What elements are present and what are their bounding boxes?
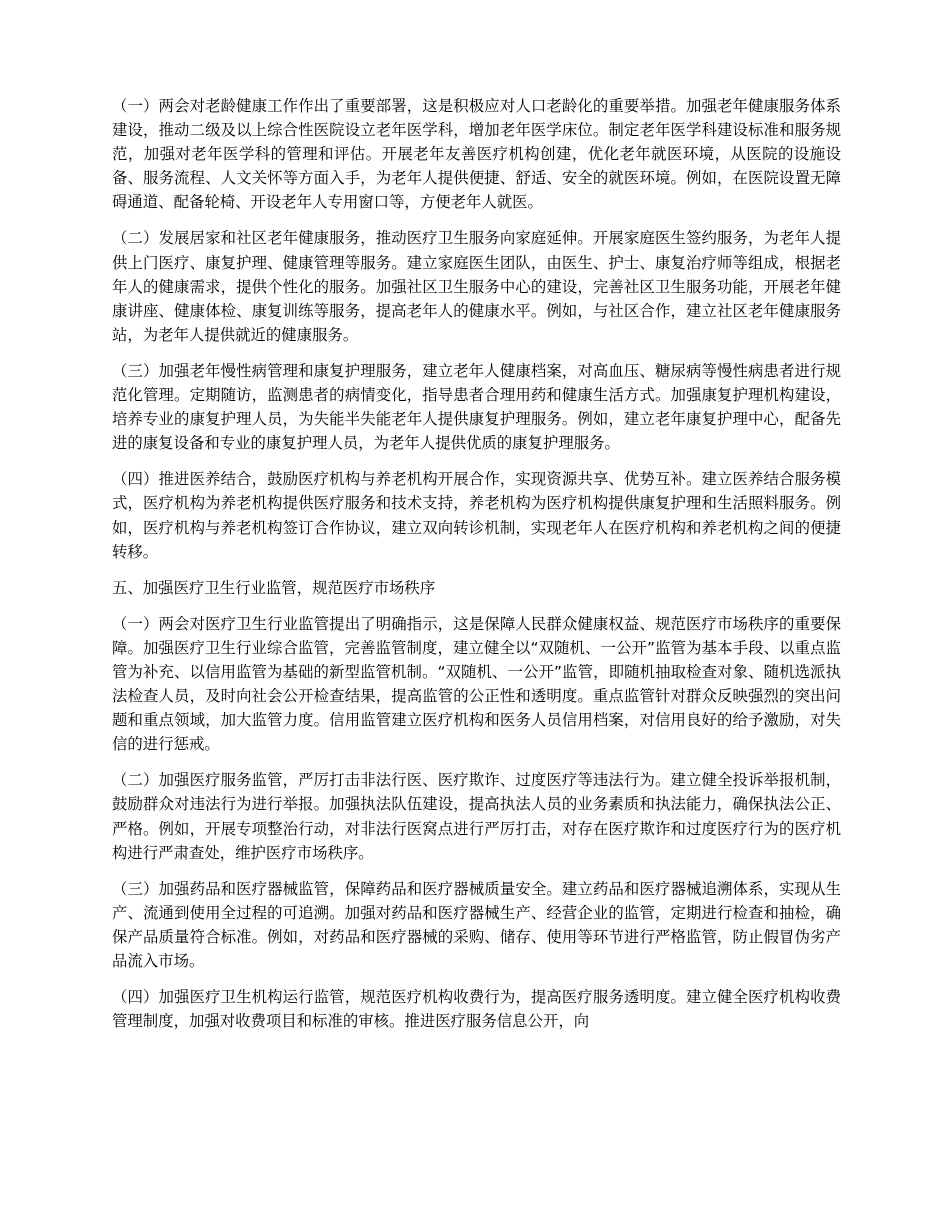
paragraph-industry-supervision-directive: （一）两会对医疗卫生行业监管提出了明确指示，这是保障人民群众健康权益、规范医疗市场秩序的重要保障。加强医疗卫生行业综合监管，完善监管制度，建立健全以“双随机、一公开”监管为基本手段、以重点监管为补充、以信用监管为基础的新型监管机制。“双随机、一公开”监管，即随机抽取检查对象、随机选派执法检查人员，及时向社会公开检查结果，提高监管的公正性和透明度。重点监管针对群众反映强烈的突出问题和重点领域，加大监管力度。信用监管建立医疗机构和医务人员信用档案，对信用良好的给予激励，对失信的进行惩戒。 xyxy=(112,614,841,754)
paragraph-home-community-elderly-services: （二）发展居家和社区老年健康服务，推动医疗卫生服务向家庭延伸。开展家庭医生签约服务，为老年人提供上门医疗、康复护理、健康管理等服务。建立家庭医生团队，由医生、护士、康复治疗师等组成，根据老年人的健康需求，提供个性化的服务。加强社区卫生服务中心的建设，完善社区卫生服务功能，开展老年健康讲座、健康体检、康复训练等服务，提高老年人的健康水平。例如，与社区合作，建立社区老年健康服务站，为老年人提供就近的健康服务。 xyxy=(112,229,841,344)
paragraph-medical-elderly-care-integration: （四）推进医养结合，鼓励医疗机构与养老机构开展合作，实现资源共享、优势互补。建立医养结合服务模式，医疗机构为养老机构提供医疗服务和技术支持，养老机构为医疗机构提供康复护理和生活照料服务。例如，医疗机构与养老机构签订合作协议，建立双向转诊机制，实现老年人在医疗机构和养老机构之间的便捷转移。 xyxy=(112,470,841,561)
paragraph-drug-device-supervision: （三）加强药品和医疗器械监管，保障药品和医疗器械质量安全。建立药品和医疗器械追溯体系，实现从生产、流通到使用全过程的可追溯。加强对药品和医疗器械生产、经营企业的监管，定期进行检查和抽检，确保产品质量符合标准。例如，对药品和医疗器械的采购、储存、使用等环节进行严格监管，防止假冒伪劣产品流入市场。 xyxy=(112,879,841,970)
document-text-body xyxy=(112,94,841,1033)
paragraph-aging-health-deployment: （一）两会对老龄健康工作作出了重要部署，这是积极应对人口老龄化的重要举措。加强老年健康服务体系建设，推动二级及以上综合性医院设立老年医学科，增加老年医学床位。制定老年医学科建设标准和服务规范，加强对老年医学科的管理和评估。开展老年友善医疗机构创建，优化老年就医环境，从医院的设施设备、服务流程、人文关怀等方面入手，为老年人提供便捷、舒适、安全的就医环境。例如，在医院设置无障碍通道、配备轮椅、开设老年人专用窗口等，方便老年人就医。 xyxy=(112,97,841,212)
paragraph-institution-operation-supervision: （四）加强医疗卫生机构运行监管，规范医疗机构收费行为，提高医疗服务透明度。建立健全医疗机构收费管理制度，加强对收费项目和标准的审核。推进医疗服务信息公开，向 xyxy=(112,988,841,1031)
section-heading-five: 五、加强医疗卫生行业监管，规范医疗市场秩序 xyxy=(112,578,436,597)
paragraph-medical-service-supervision: （二）加强医疗服务监管，严厉打击非法行医、医疗欺诈、过度医疗等违法行为。建立健全投诉举报机制，鼓励群众对违法行为进行举报。加强执法队伍建设，提高执法人员的业务素质和执法能力，确保执法公正、严格。例如，开展专项整治行动，对非法行医窝点进行严厉打击，对存在医疗欺诈和过度医疗行为的医疗机构进行严肃查处，维护医疗市场秩序。 xyxy=(112,771,841,862)
paragraph-chronic-disease-rehab-care: （三）加强老年慢性病管理和康复护理服务，建立老年人健康档案，对高血压、糖尿病等慢性病患者进行规范化管理。定期随访，监测患者的病情变化，指导患者合理用药和健康生活方式。加强康复护理机构建设，培养专业的康复护理人员，为失能半失能老年人提供康复护理服务。例如，建立老年康复护理中心，配备先进的康复设备和专业的康复护理人员，为老年人提供优质的康复护理服务。 xyxy=(112,361,841,453)
